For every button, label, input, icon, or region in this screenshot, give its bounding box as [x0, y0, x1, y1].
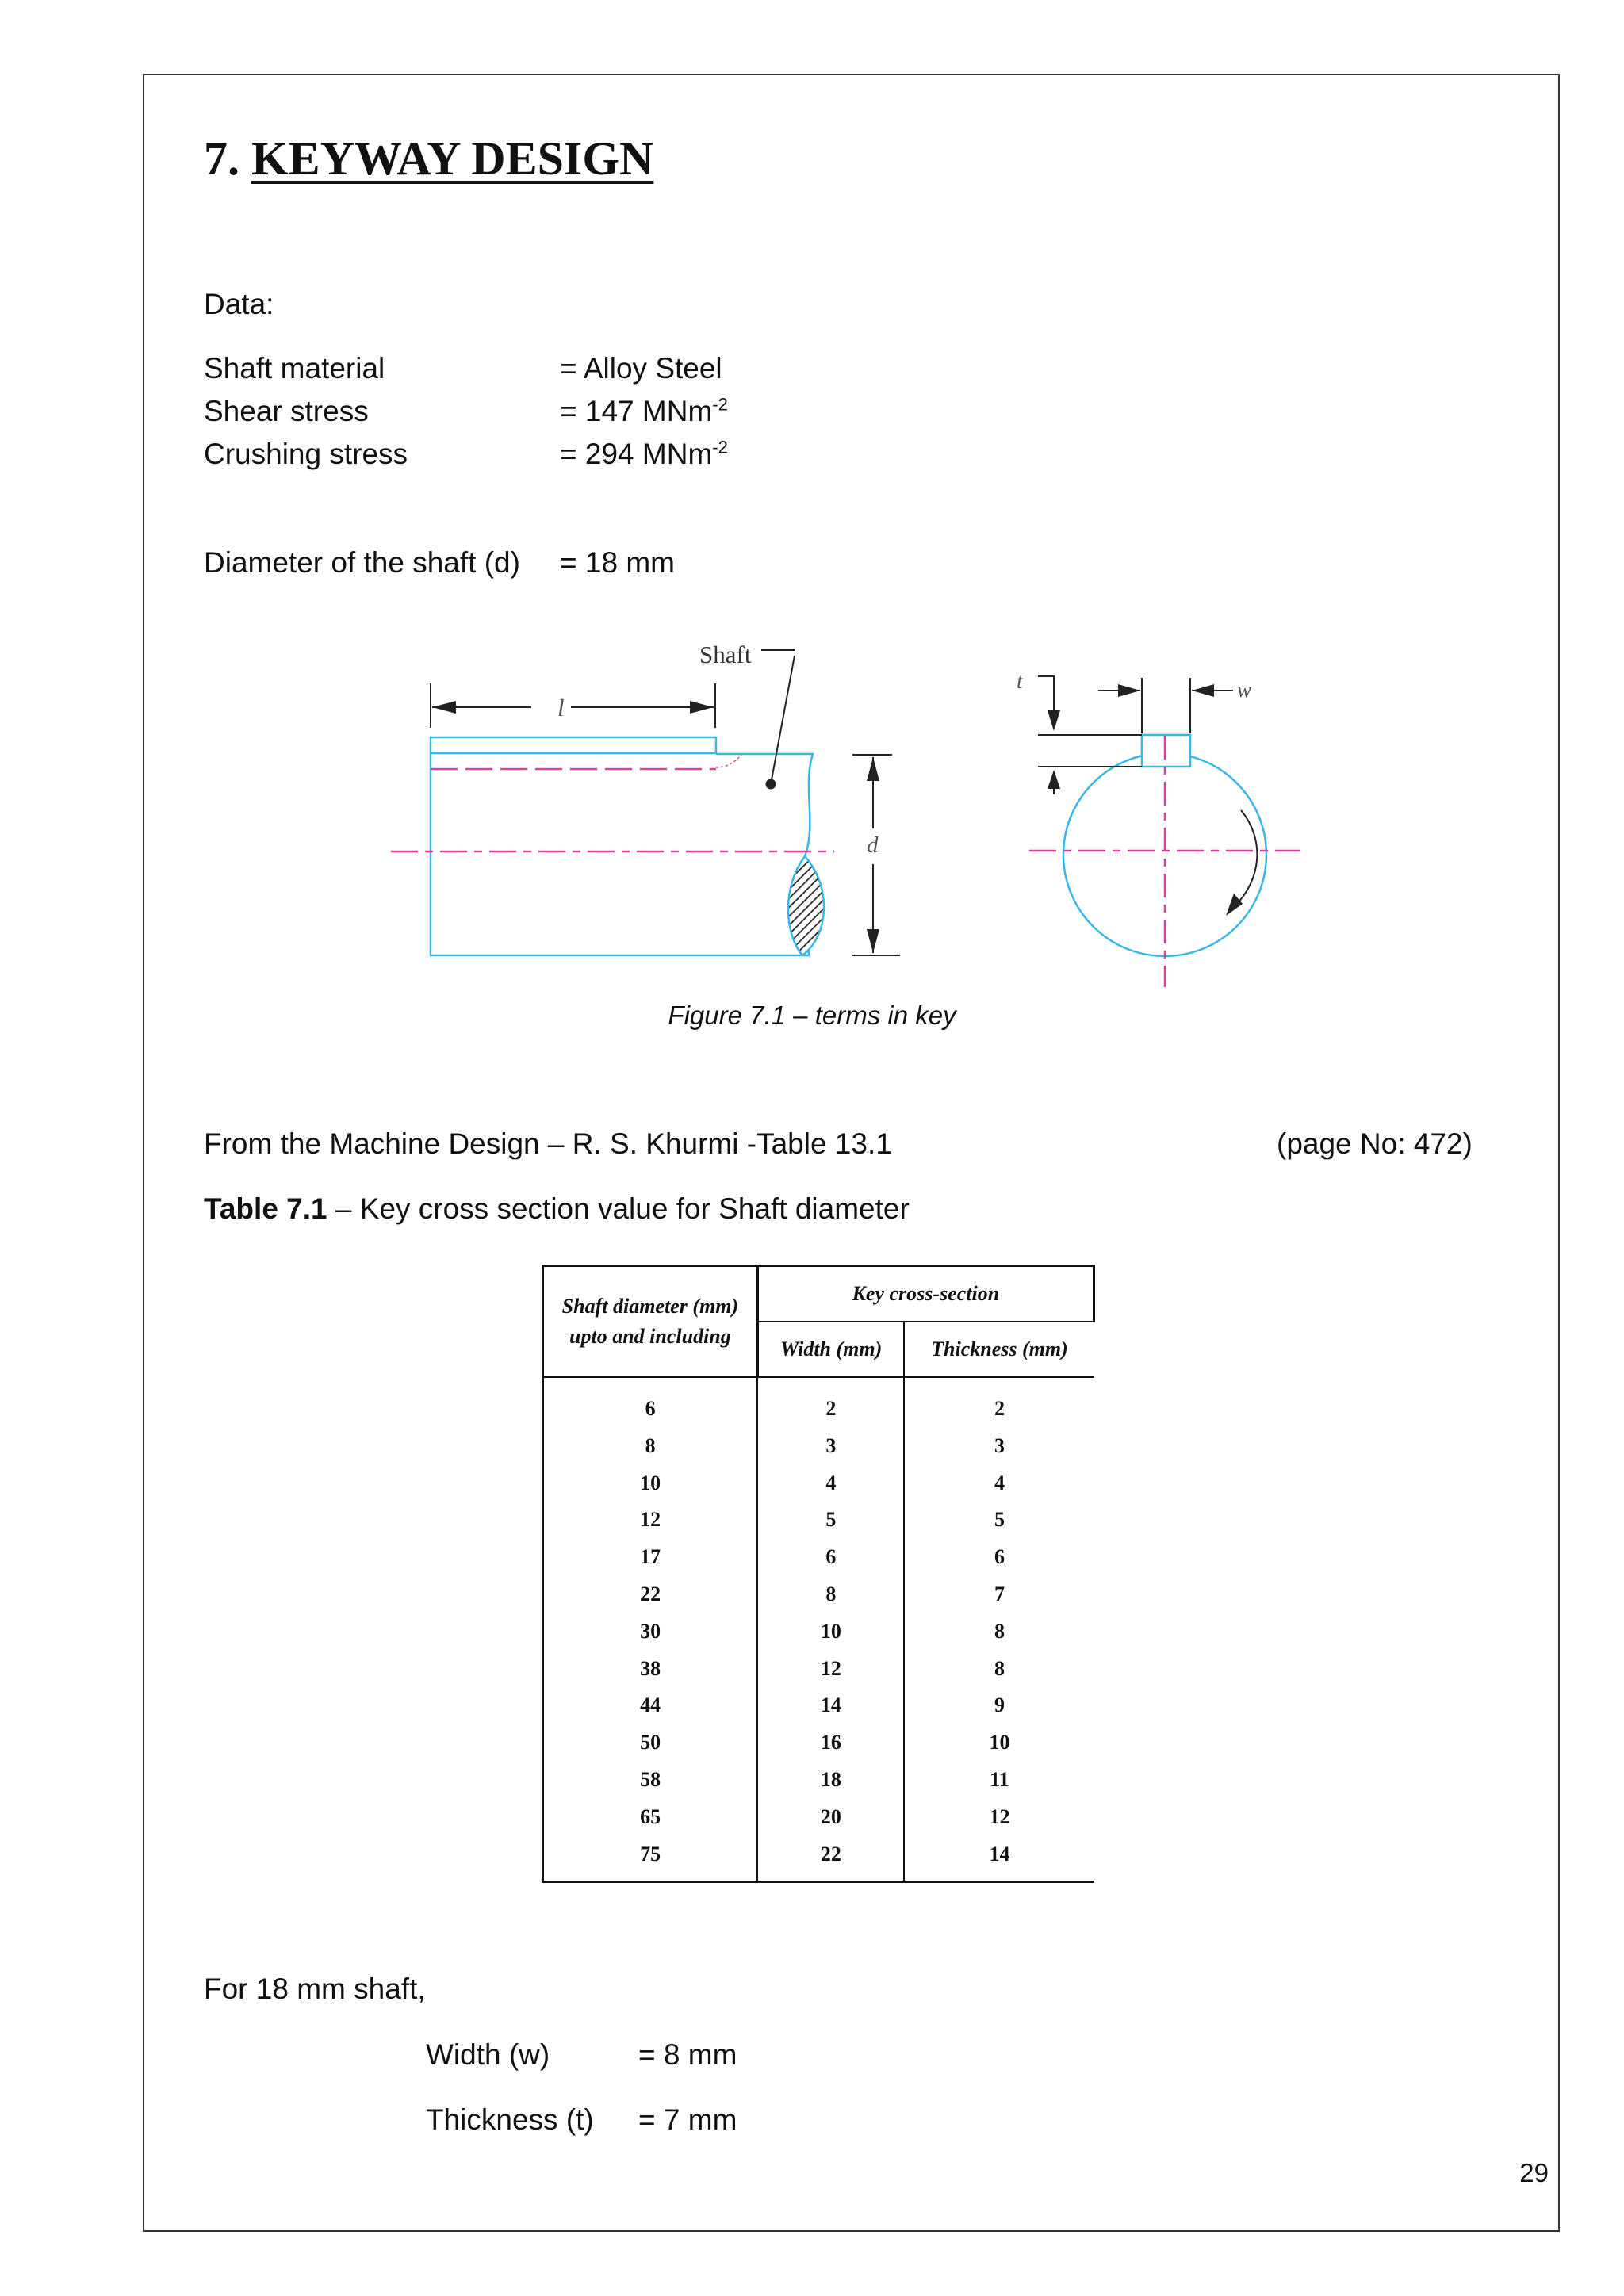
diameter-label: Diameter of the shaft (d) [204, 546, 520, 579]
keyway-arc [716, 755, 741, 767]
key-rectangle [431, 737, 716, 753]
result-width-value: = 8 mm [638, 2038, 737, 2071]
table-cell: 12 [989, 1804, 1010, 1828]
table-cell: 6 [825, 1545, 837, 1569]
table-caption-text: – Key cross section value for Shaft diameter [327, 1192, 910, 1225]
table-cell: 8 [825, 1582, 837, 1605]
shaft-outline [431, 753, 813, 955]
property-label-shear: Shear stress [204, 395, 369, 427]
thickness-arrow-down [1048, 710, 1060, 731]
header-thickness: Thickness (mm) [904, 1322, 1094, 1377]
property-value-crushing: = 294 MNm$^{-2}$ [560, 437, 728, 470]
length-arrow-right [690, 701, 714, 714]
key-square [1142, 735, 1190, 767]
table-cell: 6 [645, 1397, 656, 1420]
table-cell: 14 [820, 1693, 841, 1717]
shaft-label: Shaft [699, 641, 752, 668]
diameter-label: d [867, 832, 879, 858]
table-cell: 8 [994, 1619, 1005, 1643]
table-cell: 12 [640, 1508, 661, 1532]
table-cell: 8 [994, 1656, 1005, 1680]
table-cell: 3 [825, 1433, 837, 1457]
width-arrow-right [1192, 684, 1214, 697]
table-cell: 4 [994, 1471, 1005, 1494]
shaft-leader-line [771, 656, 795, 784]
width-column [757, 1377, 904, 1882]
rotation-arrow-arc [1233, 810, 1257, 908]
table-cell: 12 [820, 1656, 841, 1680]
shaft-cross-section [1017, 669, 1300, 987]
table-caption-label: Table 7.1 [204, 1192, 327, 1225]
width-arrow-left [1118, 684, 1140, 697]
property-label-material: Shaft material [204, 352, 385, 385]
section-number: 7. [204, 132, 239, 185]
shaft-side-view [391, 641, 900, 955]
result-thickness-label: Thickness (t) [426, 2103, 594, 2136]
table-cell: 5 [994, 1508, 1005, 1532]
table-cell: 20 [820, 1804, 841, 1828]
diameter-arrow-top [867, 757, 879, 781]
table-cell: 3 [994, 1433, 1005, 1457]
result-intro: For 18 mm shaft, [204, 1973, 426, 2005]
header-width: Width (mm) [757, 1322, 904, 1377]
property-value-shear: = 147 MNm$^{-2}$ [560, 394, 728, 427]
table-cell: 2 [994, 1397, 1005, 1420]
table-cell: 10 [989, 1731, 1010, 1755]
table-cell: 17 [640, 1545, 661, 1569]
table-cell: 5 [825, 1508, 837, 1532]
reference-text: From the Machine Design – R. S. Khurmi -Table 13.1 [204, 1127, 892, 1160]
table-cell: 10 [820, 1619, 841, 1643]
table-cell: 6 [994, 1545, 1005, 1569]
shaft-diameter-column [543, 1377, 758, 1882]
header-shaft-diameter: Shaft diameter (mm) upto and including [543, 1266, 758, 1378]
thickness-arrow-up [1048, 770, 1060, 789]
width-label: w [1237, 678, 1252, 702]
table-cell: 9 [994, 1693, 1005, 1717]
table-cell: 16 [820, 1731, 841, 1755]
length-arrow-left [432, 701, 456, 714]
key-terms-figure [373, 626, 1324, 999]
table-body-row [543, 1377, 1094, 1882]
table-cell: 30 [640, 1619, 661, 1643]
section-title: KEYWAY DESIGN [251, 132, 654, 185]
thickness-column [904, 1377, 1094, 1882]
table-cell: 50 [640, 1731, 661, 1755]
rotation-arrowhead [1226, 894, 1243, 916]
length-label: l [557, 694, 565, 721]
table-cell: 8 [645, 1433, 656, 1457]
break-section-hatch [788, 856, 824, 955]
diameter-value: = 18 mm [560, 546, 675, 579]
table-cell: 4 [825, 1471, 837, 1494]
thickness-label: t [1017, 669, 1023, 693]
table-cell: 22 [820, 1842, 841, 1866]
table-cell: 7 [994, 1582, 1005, 1605]
header-key-cross-section: Key cross-section [757, 1266, 1094, 1322]
table-cell: 75 [640, 1842, 661, 1866]
page-number: 29 [1519, 2158, 1549, 2187]
table-cell: 65 [640, 1804, 661, 1828]
key-cross-section-table [542, 1265, 1095, 1883]
figure-caption: Figure 7.1 – terms in key [668, 1001, 956, 1030]
table-cell: 10 [640, 1471, 661, 1494]
table-cell: 11 [990, 1767, 1009, 1791]
diameter-arrow-bottom [867, 929, 879, 953]
property-label-crushing: Crushing stress [204, 438, 408, 470]
table-cell: 18 [820, 1767, 841, 1791]
data-label: Data: [204, 288, 274, 320]
table-cell: 2 [825, 1397, 837, 1420]
result-width-label: Width (w) [426, 2038, 550, 2071]
property-value-material: = Alloy Steel [560, 352, 722, 385]
table-cell: 44 [640, 1693, 661, 1717]
table-caption [204, 1193, 910, 1226]
result-thickness-value: = 7 mm [638, 2103, 737, 2136]
reference-page: (page No: 472) [1277, 1127, 1473, 1160]
table-cell: 58 [640, 1767, 661, 1791]
table-cell: 22 [640, 1582, 661, 1605]
table-cell: 38 [640, 1656, 661, 1680]
shaft-leader-dot [766, 779, 776, 790]
section-heading [204, 132, 654, 185]
table-cell: 14 [989, 1842, 1010, 1866]
